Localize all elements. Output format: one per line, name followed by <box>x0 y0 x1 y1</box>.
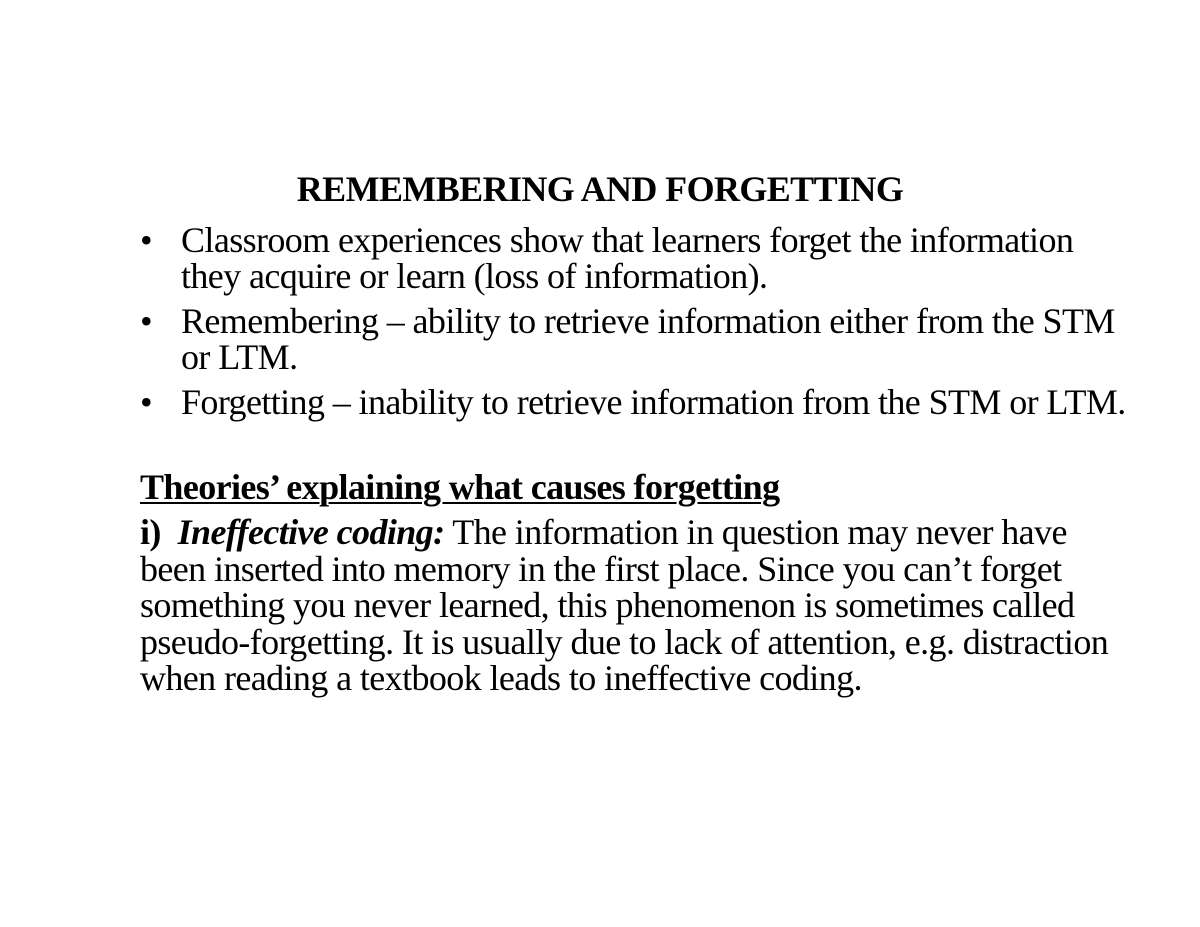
bullet-text: Remembering – ability to retrieve information either from the STM or LTM. <box>181 301 1115 377</box>
paragraph-text: The information in question may never have been inserted into memory in the first place. Since you can’t forget something you never learned, this phenomenon is sometimes called pseudo-forgetting. It is usually due to lack of attention, e.g. distraction when reading a textbook leads to ineffective coding. <box>140 512 1109 698</box>
bullet-icon: • <box>140 382 153 422</box>
bullet-text: Classroom experiences show that learners forget the information they acquire or learn (loss of information). <box>181 220 1074 296</box>
paragraph-term: Ineffective coding: <box>177 512 445 552</box>
bullet-text: Forgetting – inability to retrieve information from the STM or LTM. <box>181 382 1126 422</box>
bullet-item <box>140 384 1140 420</box>
slide-title: REMEMBERING AND FORGETTING <box>296 169 904 209</box>
bullet-list <box>140 222 1140 429</box>
paragraph-label: i) <box>140 512 161 552</box>
bullet-icon: • <box>140 220 153 260</box>
theory-paragraph <box>140 514 1140 697</box>
bullet-item <box>140 222 1140 294</box>
bullet-item <box>140 303 1140 375</box>
bullet-icon: • <box>140 301 153 341</box>
section-heading: Theories’ explaining what causes forgetting <box>140 467 780 507</box>
